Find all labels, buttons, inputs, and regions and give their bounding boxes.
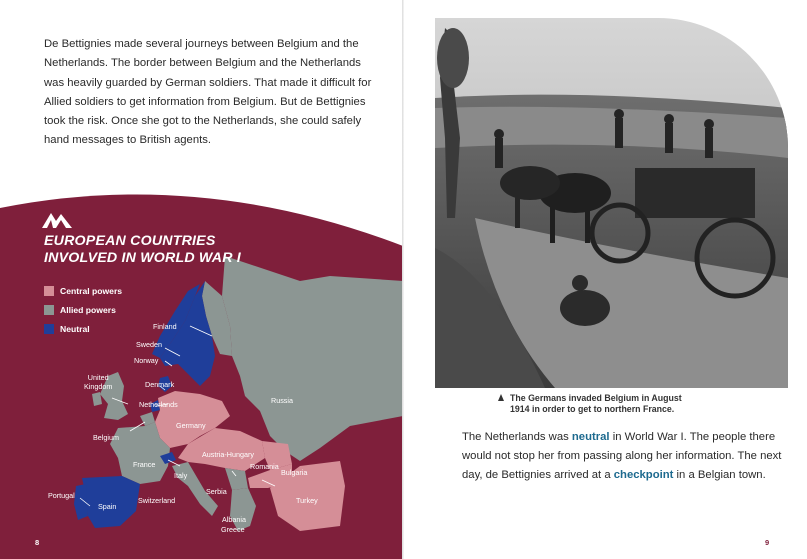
right-paragraph-text-3: in a Belgian town. [673, 469, 766, 481]
label-serbia: Serbia [206, 487, 227, 496]
label-denmark: Denmark [145, 380, 175, 389]
label-russia: Russia [271, 396, 293, 405]
label-portugal: Portugal [48, 491, 75, 500]
label-spain: Spain [98, 502, 117, 511]
label-greece: Greece [221, 525, 245, 534]
label-belgium: Belgium [93, 433, 119, 442]
label-united-kingdom-line2: Kingdom [84, 381, 113, 391]
label-germany: Germany [176, 421, 206, 430]
legend-label-allied: Allied powers [60, 305, 116, 315]
right-paragraph-text-2: in World War I. The people there would not stop her from passing along her information. The next day, de Bettignies arrived at a [462, 431, 782, 481]
map-title-line1: EUROPEAN COUNTRIES [44, 233, 216, 249]
label-bulgaria: Bulgaria [281, 468, 308, 477]
page-number-left: 8 [35, 538, 40, 547]
label-switzerland: Switzerland [138, 496, 176, 505]
keyword-neutral[interactable]: neutral [571, 431, 610, 443]
legend-label-neutral: Neutral [60, 324, 90, 334]
map-title-line2: INVOLVED IN WORLD WAR I [44, 250, 241, 266]
label-romania: Romania [250, 462, 279, 471]
legend-swatch-allied [44, 305, 54, 315]
label-albania: Albania [222, 515, 246, 524]
legend-swatch-neutral [44, 324, 54, 334]
legend-item-neutral [44, 320, 122, 338]
legend-item-central [44, 282, 122, 300]
left-page [0, 0, 403, 559]
photo-caption [510, 393, 760, 415]
mountain-logo-icon [42, 210, 72, 228]
right-page [404, 0, 807, 559]
keyword-checkpoint[interactable]: checkpoint [613, 469, 674, 481]
photo-caption-line2: 1914 in order to get to northern France. [510, 404, 675, 414]
label-norway: Norway [134, 356, 159, 365]
label-united-kingdom-line1: United [87, 373, 109, 382]
label-united-kingdom [84, 374, 112, 391]
right-paragraph [462, 428, 782, 485]
label-netherlands: Netherlands [139, 400, 178, 409]
legend-label-central: Central powers [60, 286, 123, 296]
page-number-right: 9 [765, 538, 770, 547]
left-paragraph: De Bettignies made several journeys between Belgium and the Netherlands. The border between Belgium and the Netherlands was heavily guarded by German soldiers. That made it difficult for Allied soldiers to get information from Belgium. But de Bettignies took the risk. Once she got to the Netherlands, she could safely hand messages to British agents. [44, 38, 372, 147]
label-sweden: Sweden [136, 340, 162, 349]
legend-item-allied [44, 301, 122, 319]
label-italy: Italy [174, 471, 188, 480]
map-legend [44, 282, 122, 339]
map-title [44, 233, 241, 267]
label-finland: Finland [153, 322, 177, 331]
label-austria-hungary: Austria-Hungary [202, 450, 254, 459]
label-france: France [133, 460, 156, 469]
right-paragraph-text-1: The Netherlands was [462, 431, 572, 443]
legend-swatch-central [44, 286, 54, 296]
invasion-photo-graphic [435, 18, 788, 388]
caption-arrow-icon [498, 394, 504, 401]
label-turkey: Turkey [296, 496, 318, 505]
photo-caption-line1: The Germans invaded Belgium in August [510, 393, 682, 403]
invasion-photo [435, 18, 788, 388]
